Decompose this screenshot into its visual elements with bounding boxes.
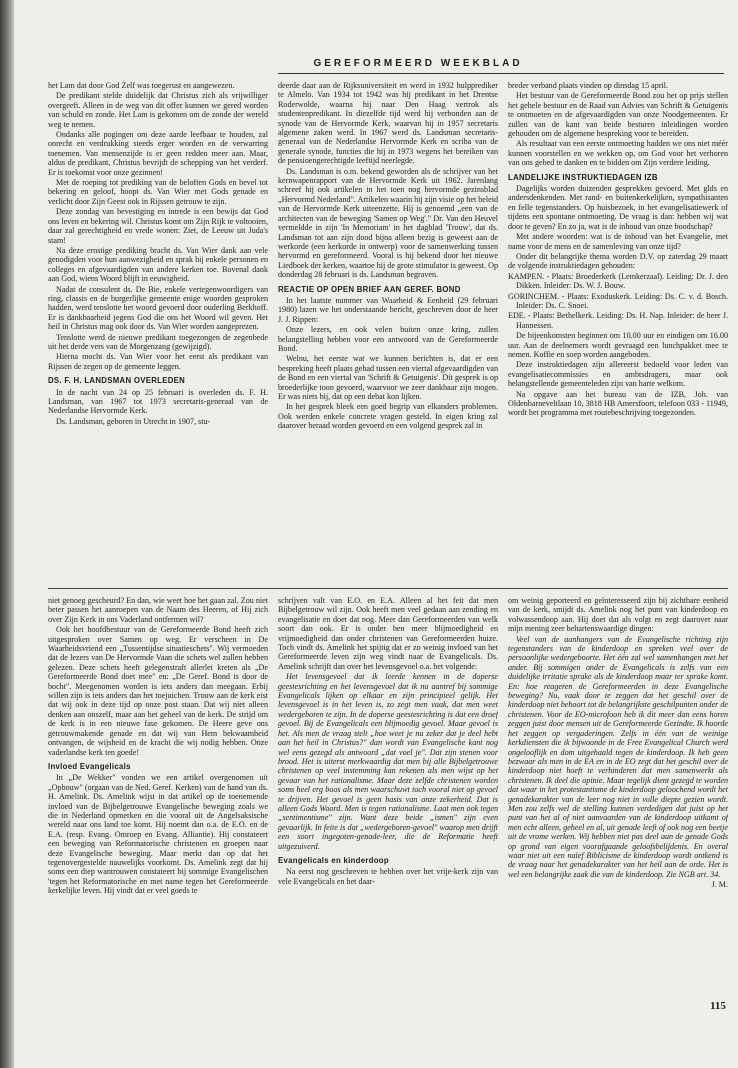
paragraph: om weinig geporteerd en geïnteresseerd zijn bij zichtbare eenheid van de kerk, smijdt ds. Amelink nog het punt van kinderdoop en volwassendoop aan. Hij doet dat als volgt en zegt daarover naar mijn mening zeer behartenswaardige dingen:	[508, 596, 728, 634]
paragraph: Ds. Landsman, geboren in Utrecht in 1907, stu-	[56, 416, 211, 426]
paragraph: Na eerst nog geschreven te hebben over het vrije-kerk zijn van vele Evangelicals en het daar-	[278, 867, 498, 886]
quotation: Het levensgevoel dat ik leerde kennen in de doperse geestesrichting en het levensgevoel dat ik nu aantref bij sommige Evangelicals lijken op elkaar en zijn principieel gelijk. Het levensgevoel is in het leven is, zo zegt men vaak, dat men weet wedergeboren te zijn. In de doperse geestesrichting is dat een droef gevoel. Bij de Evangelicals een blijmoedig gevoel. Maar gevoel is het. Als men de vraag stelt „hoe weet je nu zeker dat je deel hebt aan het heil in Christus?" dan wordt van Evangelische kant nog wel eens gezegd als antwoord „dat voel je". Dat zijn stenen voor brood. Het is uiterst merkwaardig dat men bij alle Bijbelgetrouwe christenen op veel instemming kan rekenen als men wijst op het gevaar van het rationalisme. Maar deze zelfde christenen worden soms heel erg boos als men waarschuwt toch vooral niet op gevoel te drijven. Het gevoel is geen basis van onze zekerheid. Dat is alleen Gods Woord. Men is tegen rationalisme. Laat men ook tegen „sentimentisme" zijn. Want deze beide „ismen" zijn even gevaarlijk. In feite is dat „wedergeboren-gevoel" waarop men drijft een soort ingegoten-genade-leer, die de Reformatie heeft uitgezuiverd.	[278, 672, 498, 851]
paragraph: In het gesprek bleek een goed begrip van elkanders problemen. Ook werden enkele concrete vragen gesteld. In eigen kring zal daarover beraad worden gevoerd en een volgend gesprek zal in	[278, 402, 498, 431]
paragraph: Na deze ernstige prediking bracht ds. Van Wier dank aan vele genodigden voor hun aanwezigheid en sprak hij enkele personen en colleges en afgevaardigden van andere kerken toe. Bovenal dank aan God, wiens Woord blijft in eeuwigheid.	[48, 245, 268, 284]
scan-edge-shadow	[0, 0, 14, 1068]
paragraph: Onze lezers, en ook velen buiten onze kring, zullen belangstelling hebben voor een antwoord van de Gereformeerde Bond.	[278, 325, 498, 353]
paragraph: schrijven valt van E.O. en E.A. Alleen al het feit dat men Bijbelgetrouw wil zijn. Ook heeft men veel gedaan aan zending en evangelisatie en doet dat nog. Meer dan Gereformeerden van welk soort dan ook. Er is onder hen meer blijmoedigheid en vrijmoedigheid dan onder christenen van Gereformeerden huize. Toch vindt ds. Amelink het spijtig dat er zo weinig invloed van het Gereformeerde leven zijn weg vindt naar de Evangelicals. Ds. Amelink schrijft dan over het levensgevoel o.a. het volgende:	[278, 596, 498, 671]
paragraph: Hierna mocht ds. Van Wier voor het eerst als predikant van Rijssen de zegen op de gemeente leggen.	[48, 352, 268, 371]
paragraph: Met andere woorden: wat is de inhoud van het Evangelie, met name voor de mens en de samenleving van onze tijd?	[508, 232, 728, 251]
top-column-3	[508, 81, 728, 584]
paragraph: niet genoeg gescheurd? En dan, wie weet hoe het gaan zal. Zou niet beter passen het aanroepen van de Naam des Heeren, of Hij zich over Zijn Kerk in ons Vaderland ontfermen wil?	[48, 596, 268, 624]
page-number: 115	[710, 1000, 726, 1012]
paragraph: De bijeenkomsten beginnen om 10.00 uur en eindigen om 16.00 uur. Aan de deelnemers wordt gevraagd een lunchpakket mee te nemen. Koffie en soep worden aangeboden.	[508, 331, 728, 359]
top-column-2	[278, 81, 498, 584]
section-heading: Evangelicals en kinderdoop	[278, 855, 389, 865]
quotation: Veel van de aanhangers van de Evangelische richting zijn tegenstanders van de kinderdoop en spreken veel over de persoonlijke wedergeboorte. Het één zal wel samenhangen met het ander. Bij sommigen onder de Evangelicals is zelfs van een duidelijke irritatie sprake als de kinderdoop maar ter sprake komt. En: hoe reageren de Gereformeerden in deze Evangelische beweging? Nu, vaak door te zeggen dat het geschil over de kinderdoop niet behoort tot de belangrijkste geschilpunten onder de christenen. Voor de EO-microfoon heb ik dit meer dan eens horen zeggen juist door mensen uit de Gereformeerde Gezindte. Ik hoorde het zeggen op vergaderingen. Zelfs in één van de weinige kerkdiensten die ik bijwoonde in de Free Evangelical Church werd ongelooflijk en dom uitgehaald tegen de kinderdoop. Ik heb geen bezwaar als men in de EA en in de EO zegt dat het geschil over de kinderdoop niet hoeft te verhinderen dat men samenwerkt als christenen. Ik deel die opinie. Maar tegelijk dient gezegd te worden dat waar in het protestantisme de kinderdoop geloochend wordt het genadekarakter van de leer nog niet in volle diepte gezien wordt. Men zou zelfs wel de stelling kunnen verdedigen dat juist op het punt van het al of niet aanvaarden van de kinderdoop uitkomt of men echt alleen, geheel en al, uit genade leeft of ook nog een beetje uit de vrome werken. Wij hebben niet pas deel aan de genade Gods op grond van eigen voorafgaande geloofsbelijdenis. En overal waar niet uit een naïef Biblicisme de kinderdoop wordt ontkend is de vraag naar het genadekarakter van het heil aan de orde. Het is wel een belangrijke zaak die van de kinderdoop. Zie NGB art. 34.	[508, 634, 728, 879]
bottom-column-1	[48, 596, 268, 996]
bottom-column-3	[508, 596, 728, 996]
section-heading: REACTIE OP OPEN BRIEF AAN GEREF. BOND	[278, 284, 461, 294]
header-rule	[278, 73, 724, 74]
paragraph: Dagelijks worden duizenden gesprekken gevoerd. Met glds en andersdenkenden. Met rand- en buitenkerkelijken, sympathisanten en felle tegenstanders. Op huisbezoek, in het evangelisatiewerk of tijdens een spontane ontmoeting. De vraag is dan: hebben wij wat door te geven? En zo ja, wat is de inhoud van onze boodschap?	[508, 184, 728, 231]
paragraph: breder verband plaats vinden op dinsdag 15 april.	[508, 81, 669, 90]
paragraph: Ondanks alle pogingen om deze aarde leefbaar te houden, zal onrecht en verdrukking steeds erger worden en de verwarring toenemen. Van mensenzijde is er geen redden meer aan. Maar, aldus de predikant, Christus bevrijdt de schepping van het verderf. Er is toekomst voor onze gezinnen!	[48, 130, 268, 177]
paragraph: In de nacht van 24 op 25 februari is overleden ds. F. H. Landsman, van 1967 tot 1973 secretaris-generaal van de Nederlandse Hervormde Kerk.	[48, 387, 268, 416]
paragraph: In „De Wekker" vonden we een artikel overgenomen uit „Opbouw" (orgaan van de Ned. Geref. Kerken) van de hand van ds. H. Amelink. Ds. Amelink wijst in dat artikel op de toenemende invloed van de Bijbelgetrouwe Evangelische beweging zoals we die in Nederland opmerken en die vooral uit de Angelsaksische wereld naar ons land toe komt. Hij noemt dan o.a. de E.O. en de E.A. (resp. Evang. Omroep en Evang. Alliantie). Hij constateert een beweging van Reformatorische christenen en groepen naar deze Evangelische beweging. Maar merkt dan op dat het tegenovergestelde nauwelijks voorkomt. Ds. Amelink zegt dat hij soms een diep wantrouwen constateert bij sommige Evangelischen 'tegen het Reformatorische en met name tegen het Gereformeerde kerkelijke leven. Hij vindt dat er veel goeds te	[48, 773, 268, 896]
paragraph: Met de roeping tot prediking van de beloften Gods en bevel tot bekering en geloof, hoopt ds. Van Wier met Gods genade en verlicht door Zijn Geest ook in Rijssen getrouw te zijn.	[48, 178, 268, 206]
author-signature: J. M.	[711, 880, 728, 890]
paragraph: De predikant stelde duidelijk dat Christus zich als vrijwilliger overgeeft. Alleen in de weg van dit offer kunnen we gered worden van schuld en zonde. Het Lam is gekomen om de zonde der wereld weg te nemen.	[48, 91, 268, 129]
paragraph: Ook het hoofdbestuur van de Gereformeerde Bond heeft zich uitgesproken over Samen op weg. Er verscheen in De Waarheidsvriend een „Tussentijdse situatieschets". Wij vermoeden dat de lezers van De Hervormde Vaan die schets wel zullen hebben gelezen. Deze schets heeft gelegenstraft allerlei kreten als „De Gereformeerde Bond doet mee" en: „De Geref. Bond is door de bocht". Meegenomen worden is iets anders dan meegaan. Erbij willen zijn is iets anders dan het toejuichen. Trouw aan de kerk eist dat wij ook in deze tijd op onze post staan. Dat wij niet alleen denken aan onszelf, maar aan het geheel van de kerk. De strijd om de kerk is in een nieuwe fase gekomen. De Heere geve ons getrouwmakende genade en dat wij van Hem bekwaamheid ontvangen, de wijsheid en de kracht die wij nodig hebben. Onze vaderlandse kerk ten goede!	[48, 625, 268, 757]
paragraph: Ds. Landsman is o.m. bekend geworden als de schrijver van het kernwapenrapport van de Hervormde Kerk uit 1962. Jarenlang schreef hij ook artikelen in het toen nog hervormde gezinsblad „Hervormd Nederland". Artikelen waarin hij zijn visie op het beleid van de Hervormde Kerk uiteenzette. Hij is genoemd „een van de architecten van de beweging 'Samen op Weg'." Dr. Van den Heuvel vermeldde in zijn 'In Memoriam' in het dagblad 'Trouw', dat ds. Landsman tot aan zijn dood bijna alleen bezig is geweest aan de werkorde (een kerkorde in ontwerp) voor de samenwerking tussen hervormd en gereformeerd. Vooral is hij bekend door het nieuwe Liedboek der kerken, waartoe hij de grote stimulator is geweest. Op donderdag 28 februari is ds. Landsman begraven.	[278, 166, 498, 280]
paragraph: Na opgave aan het bureau van de IZB, Joh. van Oldenbarneveltlaan 10, 3818 HB Amersfoort, telefoon 033 - 11949, wordt het programma met routebeschrijving toegezonden.	[508, 389, 728, 418]
paragraph: Welnu, het eerste wat we kunnen berichten is, dat er een bespreking heeft plaats gehad tussen een viertal afgevaardigden van de Bond en een viertal van 'Schrift & Getuigenis'. Dit gesprek is op broederlijke toon gevoerd, waarvoor we zeer dankbaar zijn mogen. Er was niets bij, dat op een debat kon lijken.	[278, 354, 498, 401]
section-divider	[48, 588, 728, 589]
paragraph: deerde daar aan de Rijksuniversiteit en werd in 1932 hulpprediker te Almelo. Van 1934 tot 1942 was hij predikant in het Drentse Roderwolde, waarna hij naar Den Haag vertrok als studentenpredikant. In diezelfde tijd werd hij verbonden aan de synode van de Hervormde Kerk, waarvan hij in 1957 secretaris algemene zaken werd. In 1967 werd ds. Landsman secretaris-generaal van de Nederlandse Hervormde Kerk en scriba van de generale synode, functies die hij in 1973 wegens het bereiken van de pensioengerechtigde leeftijd neerlegde.	[278, 81, 498, 166]
location-entry: EDE. - Plaats: Bethelkerk. Leiding: Ds. H. Nap. Inleider: de heer J. Hannessen.	[508, 311, 728, 330]
section-heading: Invloed Evangelicals	[48, 761, 131, 771]
bottom-column-2	[278, 596, 498, 996]
paragraph: In het laatste nummer van Waarheid & Eenheid (29 februari 1980) lazen we het onderstaande bericht, geschreven door de heer J. J. Rippen:	[278, 295, 498, 324]
paragraph: Deze instruktiedagen zijn allereerst bedoeld voor leden van evangelisatiecommissies en ambtsdragers, maar ook belangstellende gemeenteleden zijn van harte welkom.	[508, 360, 728, 389]
location-entry: KAMPEN. - Plaats: Broederkerk (Lemkerzaal). Leiding: Dr. J. den Dikken. Inleider: Ds. W. J. Bouw.	[508, 271, 728, 291]
paragraph: Onder dit belangrijke thema worden D.V. op zaterdag 29 maart de volgende instruktiedagen gehouden:	[508, 251, 728, 271]
paragraph: Als resultaat van een eerste ontmoeting hadden we ons niet méér kunnen voorstellen en we wekken op, om God voor het verhoren van ons gebed te danken en te bidden om Zijn verdere leiding.	[508, 139, 728, 168]
running-header: GEREFORMEERD WEEKBLAD	[313, 58, 523, 69]
top-column-1	[48, 81, 268, 584]
paragraph: Deze zondag van bevestiging en intrede is een bewijs dat God ons leven en bekering wil. Christus komt om Zijn Rijk te voltooien, daar zal gerechtigheid en vrede wonen: Ziet, de Leeuw uit Juda's stam!	[48, 207, 268, 245]
section-heading: LANDELIJKE INSTRUKTIEDAGEN IZB	[508, 172, 658, 182]
paragraph: Het bestuur van de Gereformeerde Bond zou het op prijs stellen het gehele bestuur en de Raad van Advies van Schrift & Getuigenis te ontmoeten en de afgevaardigden van onze Noodgemeenten. Er zullen van de kant van beide besturen inleidingen worden gehouden om de algemene bespreking voor te bereiden.	[508, 91, 728, 139]
paragraph: Nadat de consulent ds. De Bie, enkele vertegenwoordigers van ring, classis en de burgerlijke gemeente enige woorden gesproken hadden, werd tenslotte het woord gevoerd door ouderling Berkhoff. Er is dankbaarheid jegens God die ons het Woord wil geven. Het heil in Christus mag ook door ds. Van Wier worden aangeprezen.	[48, 284, 268, 332]
paragraph: het Lam dat door God Zelf was toegerust en aangewezen.	[48, 81, 235, 90]
paragraph: Tenslotte werd de nieuwe predikant toegezongen de zegenbede uit het derde vers van de Morgenzang (gewijzigd).	[48, 332, 268, 351]
section-heading: DS. F. H. LANDSMAN OVERLEDEN	[48, 376, 186, 386]
location-entry: GORINCHEM. - Plaats: Exoduskerk. Leiding: Ds. C. v. d. Bosch. Inleider: Ds. C. Snoei.	[508, 291, 728, 310]
